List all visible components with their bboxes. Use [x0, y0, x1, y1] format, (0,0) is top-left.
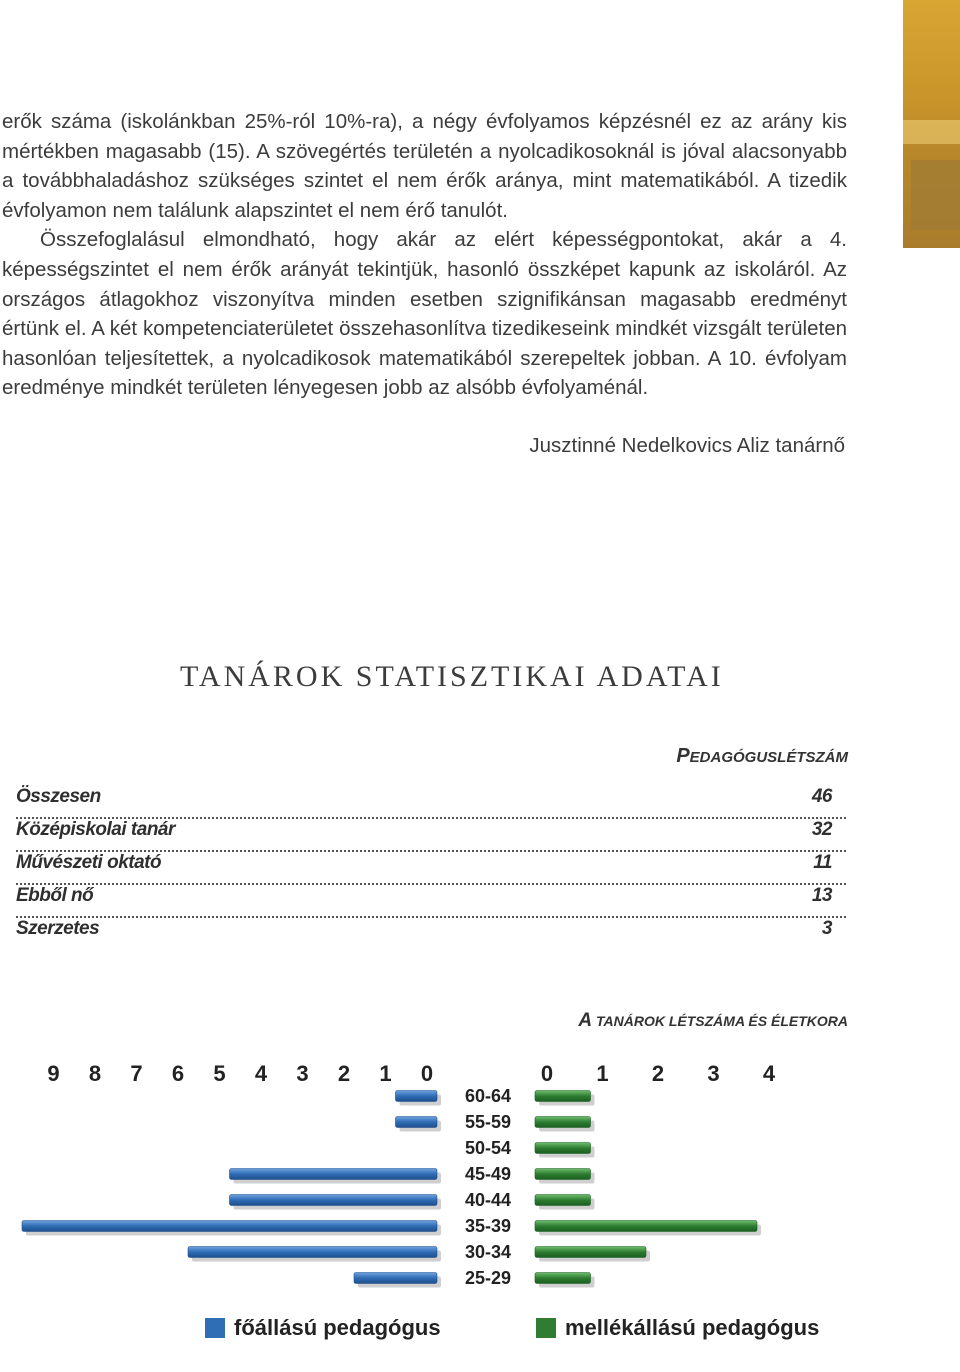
bar-foallasu: [188, 1247, 437, 1258]
stats-label: Összesen: [16, 786, 101, 807]
stats-row: [16, 819, 846, 852]
right-axis-tick: 2: [651, 1061, 665, 1086]
section-title: TANÁROK STATISZTIKAI ADATAI: [180, 660, 724, 693]
author-signature: Jusztinné Nedelkovics Aliz tanárnő: [529, 434, 845, 457]
bar-mellekallasu: [535, 1143, 591, 1154]
stats-row: [16, 852, 846, 885]
age-category-label: 40-44: [464, 1190, 512, 1210]
bar-foallasu: [230, 1195, 438, 1206]
photo-building: [911, 160, 960, 230]
chart-heading-rest: TANÁROK LÉTSZÁMA ÉS ÉLETKORA: [592, 1013, 848, 1029]
stats-heading-initial: P: [676, 745, 690, 767]
bar-mellekallasu: [535, 1195, 591, 1206]
right-axis-tick: 1: [596, 1061, 609, 1086]
age-category-label: 60-64: [464, 1086, 512, 1106]
left-axis-tick: 6: [171, 1061, 185, 1086]
left-axis-tick: 4: [254, 1061, 268, 1086]
stats-label: Szerzetes: [16, 918, 100, 939]
bar-foallasu: [396, 1117, 438, 1128]
stats-table: [16, 786, 846, 949]
bar-foallasu: [354, 1273, 437, 1284]
legend-label-foallasu: főállású pedagógus: [234, 1315, 441, 1340]
right-axis-tick: 3: [707, 1061, 720, 1086]
age-category-label: 45-49: [464, 1164, 512, 1184]
stats-row: [16, 786, 846, 819]
legend-swatch-mellekallasu: [536, 1318, 556, 1338]
age-pyramid-chart: [0, 1040, 960, 1372]
photo-roof: [903, 120, 960, 144]
bar-mellekallasu: [535, 1117, 591, 1128]
stats-value: 3: [821, 918, 832, 939]
age-category-label: 55-59: [464, 1112, 512, 1132]
bar-mellekallasu: [535, 1273, 591, 1284]
left-axis-tick: 8: [88, 1061, 102, 1086]
chart-heading: [578, 1010, 848, 1032]
stats-label: Ebből nő: [16, 885, 94, 906]
left-axis-tick: 0: [420, 1061, 434, 1086]
left-axis-tick: 7: [130, 1061, 143, 1086]
stats-label: Középiskolai tanár: [16, 819, 175, 840]
right-axis-tick: 4: [762, 1061, 776, 1086]
side-photo-strip: [903, 0, 960, 248]
age-category-label: 30-34: [464, 1242, 512, 1262]
right-axis-tick: 0: [540, 1061, 554, 1086]
age-category-label: 25-29: [464, 1268, 512, 1288]
stats-heading-rest: EDAGÓGUSLÉTSZÁM: [689, 749, 848, 766]
left-axis-tick: 2: [337, 1061, 351, 1086]
bar-mellekallasu: [535, 1221, 757, 1232]
bar-mellekallasu: [535, 1169, 591, 1180]
left-axis-tick: 1: [379, 1061, 392, 1086]
bar-foallasu: [396, 1091, 438, 1102]
stats-label: Művészeti oktató: [16, 852, 162, 873]
paragraph-2: Összefoglalásul elmondható, hogy akár az elért képességpontokat, akár a 4. képességszintet el nem érők arányát tekintjük, hasonló összképet kapunk az iskoláról. Az országos átlagokhoz viszonyítva minden esetben szignifikánsan magasabb eredményt értünk el. A két kompetenciaterületet összehasonlítva tizedikeseink mindkét vizsgált területen hasonlóan teljesítettek, a nyolcadikosok matematikából szerepeltek jobban. A 10. évfolyam eredménye mindkét területen lényegesen jobb az alsóbb évfolyaménál.: [2, 228, 847, 400]
left-axis-tick: 9: [47, 1061, 60, 1086]
left-axis-tick: 3: [296, 1061, 309, 1086]
stats-heading: [676, 745, 848, 768]
age-category-label: 50-54: [464, 1138, 512, 1158]
body-text: [2, 107, 847, 403]
left-axis-tick: 5: [213, 1061, 226, 1086]
bar-mellekallasu: [535, 1091, 591, 1102]
bar-foallasu: [22, 1221, 437, 1232]
stats-value: 13: [811, 885, 832, 906]
stats-value: 11: [813, 852, 832, 873]
stats-row: [16, 885, 846, 918]
stats-value: 46: [811, 786, 832, 807]
paragraph-1: erők száma (iskolánkban 25%-ról 10%-ra), a négy évfolyamos képzésnél ez az arány kis mértékben magasabb (15). A szövegértés területén a nyolcadikosoknál is jóval alacsonyabb a továbbhaladáshoz szükséges szintet el nem érők aránya, mint matematikából. A tizedik évfolyamon nem találunk alapszintet el nem érő tanulót.: [2, 110, 847, 222]
legend-label-mellekallasu: mellékállású pedagógus: [565, 1315, 820, 1340]
legend-swatch-foallasu: [205, 1318, 225, 1338]
chart-heading-initial: A: [578, 1010, 593, 1031]
stats-row: [16, 918, 846, 949]
age-category-label: 35-39: [464, 1216, 512, 1236]
stats-value: 32: [811, 819, 832, 840]
bar-mellekallasu: [535, 1247, 646, 1258]
bar-foallasu: [230, 1169, 438, 1180]
